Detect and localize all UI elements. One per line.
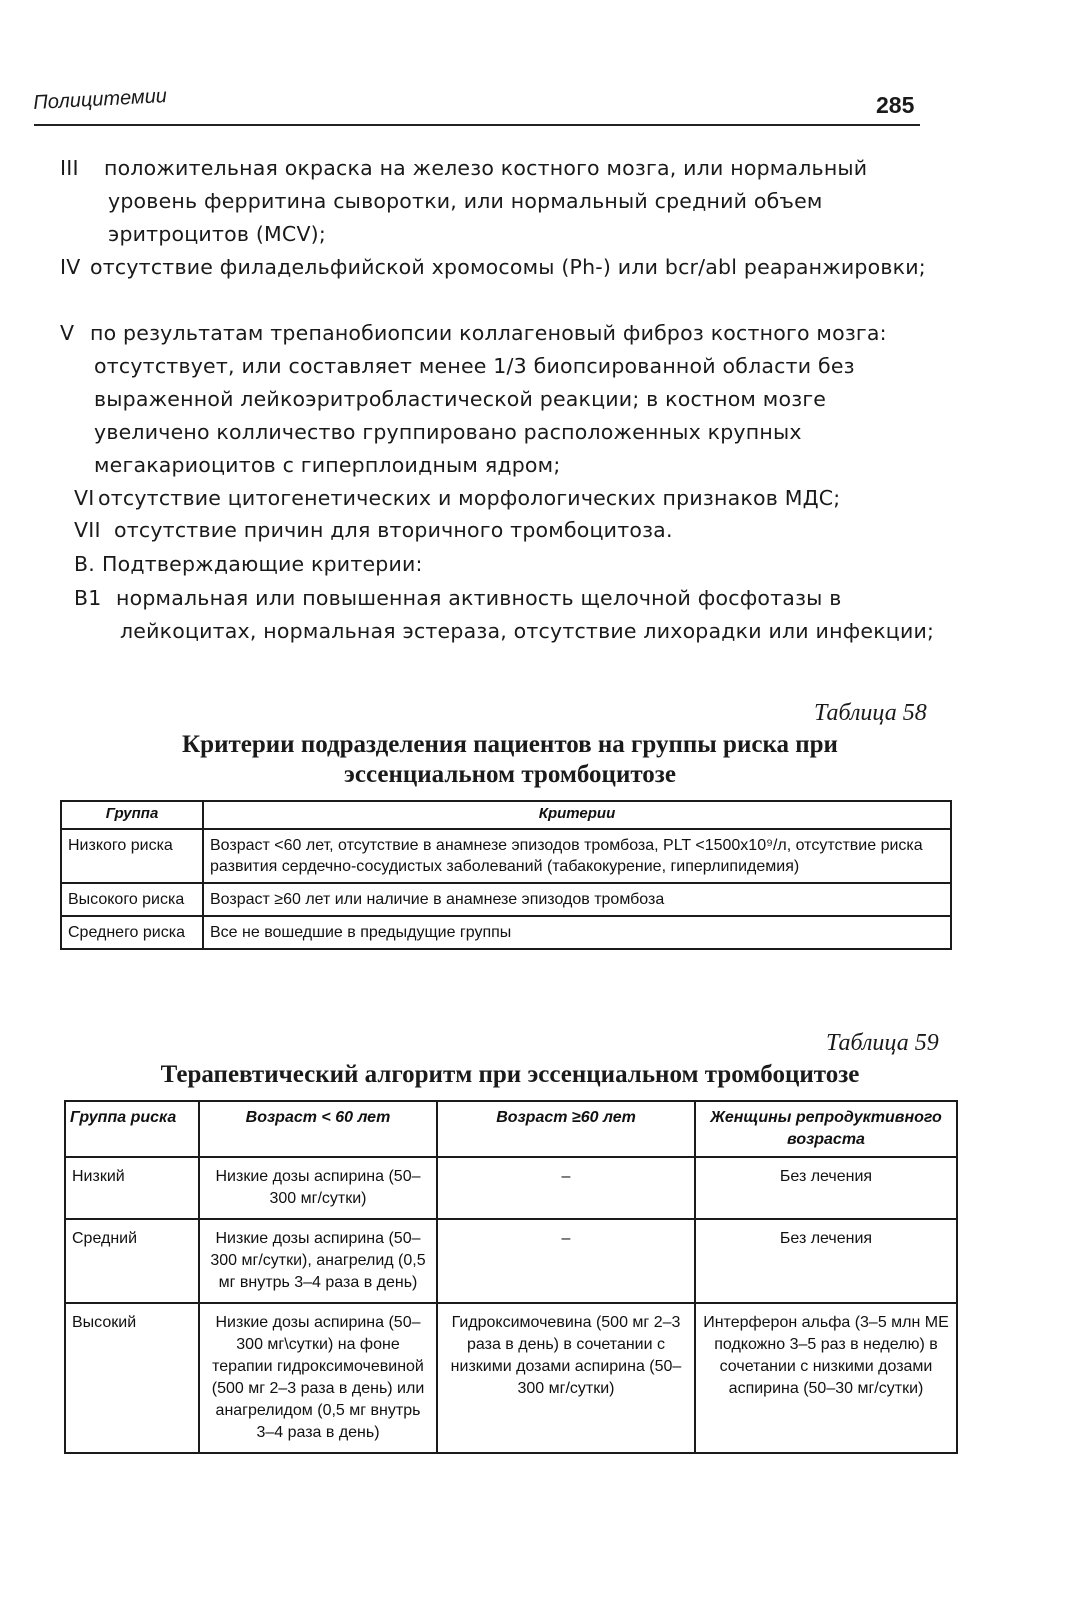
table-header-row <box>61 801 951 829</box>
over-60-cell: Гидроксимочевина (500 мг 2–3 раза в день) в сочетании с низкими дозами аспирина (50–300 мг/сутки) <box>437 1303 695 1453</box>
criterion-text: отсутствие причин для вторичного тромбоцитоза. <box>114 518 673 542</box>
therapy-algorithm-table <box>64 1100 958 1454</box>
criterion-number: B1 <box>74 586 102 610</box>
risk-group-cell: Низкий <box>65 1157 199 1219</box>
group-cell: Низкого риска <box>61 829 203 883</box>
criteria-cell: Все не вошедшие в предыдущие группы <box>203 916 951 949</box>
criterion-text: отсутствие цитогенетических и морфологических признаков МДС; <box>98 486 841 510</box>
over-60-cell: – <box>437 1219 695 1303</box>
group-cell: Среднего риска <box>61 916 203 949</box>
table-row <box>65 1157 957 1219</box>
criterion-item <box>60 514 940 547</box>
criterion-item <box>60 317 940 482</box>
criterion-text: нормальная или повышенная активность щелочной фосфотазы в лейкоцитах, нормальная эстераза, отсутствие лихорадки или инфекции; <box>116 586 935 643</box>
table-row <box>65 1219 957 1303</box>
risk-group-cell: Средний <box>65 1219 199 1303</box>
under-60-cell: Низкие дозы аспирина (50–300 мг\сутки) на фоне терапии гидроксимочевиной (500 мг 2–3 раза в день) или анагрелидом (0,5 мг внутрь 3–4 раза в день) <box>199 1303 437 1453</box>
table-row <box>65 1303 957 1453</box>
column-header: Возраст < 60 лет <box>199 1101 437 1157</box>
criterion-number: IV <box>60 255 81 279</box>
table-row <box>61 829 951 883</box>
criteria-cell: Возраст <60 лет, отсутствие в анамнезе эпизодов тромбоза, PLT <1500x10⁹/л, отсутствие риска развития сердечно-сосудистых заболеваний (табакокурение, гиперлипидемия) <box>203 829 951 883</box>
column-header: Группа риска <box>65 1101 199 1157</box>
criterion-item <box>60 152 940 251</box>
column-header: Возраст ≥60 лет <box>437 1101 695 1157</box>
criterion-text: отсутствие филадельфийской хромосомы (Ph-) или bcr/abl реаранжировки; <box>90 255 926 279</box>
over-60-cell: – <box>437 1157 695 1219</box>
table59-label: Таблица 59 <box>826 1030 939 1056</box>
risk-group-cell: Высокий <box>65 1303 199 1453</box>
table-row <box>61 916 951 949</box>
table-header-row <box>65 1101 957 1157</box>
page-number: 285 <box>876 92 915 118</box>
criterion-text: положительная окраска на железо костного мозга, или нормальный уровень ферритина сыворотки, или нормальный средний объем эритроцитов (MCV); <box>104 156 868 246</box>
reproductive-women-cell: Интерферон альфа (3–5 млн МЕ подкожно 3–5 раз в неделю) в сочетании с низкими дозами аспирина (50–30 мг/сутки) <box>695 1303 957 1453</box>
criterion-item <box>60 548 940 581</box>
risk-groups-table <box>60 800 952 950</box>
criterion-number: VII <box>74 518 101 542</box>
table-row <box>61 883 951 916</box>
table59-title: Терапевтический алгоритм при эссенциальном тромбоцитозе <box>160 1061 860 1088</box>
criteria-cell: Возраст ≥60 лет или наличие в анамнезе эпизодов тромбоза <box>203 883 951 916</box>
criterion-text: Подтверждающие критерии: <box>102 552 423 576</box>
column-header: Критерии <box>203 801 951 829</box>
criterion-text: по результатам трепанобиопсии коллагеновый фиброз костного мозга: отсутствует, или составляет менее 1/3 биопсированной области без выраженной лейкоэритробластической реакции; в костном мозге увеличено колличество группировано расположенных крупных мегакариоцитов с гиперплоидным ядром; <box>90 321 887 477</box>
column-header: Группа <box>61 801 203 829</box>
table58-label: Таблица 58 <box>814 700 927 726</box>
criterion-number: VI <box>74 486 95 510</box>
group-cell: Высокого риска <box>61 883 203 916</box>
criterion-number: V <box>60 321 75 345</box>
criterion-item <box>60 482 940 515</box>
under-60-cell: Низкие дозы аспирина (50–300 мг/сутки) <box>199 1157 437 1219</box>
under-60-cell: Низкие дозы аспирина (50–300 мг/сутки), анагрелид (0,5 мг внутрь 3–4 раза в день) <box>199 1219 437 1303</box>
header-rule <box>34 124 920 126</box>
reproductive-women-cell: Без лечения <box>695 1157 957 1219</box>
running-head: Полицитемии <box>32 85 168 115</box>
criterion-number: B. <box>74 552 95 576</box>
reproductive-women-cell: Без лечения <box>695 1219 957 1303</box>
criterion-item <box>60 582 940 648</box>
criterion-item <box>60 251 940 284</box>
table58-title: Критерии подразделения пациентов на группы риска при эссенциальном тромбоцитозе <box>182 731 838 788</box>
criterion-number: III <box>60 156 79 180</box>
column-header: Женщины репродуктивного возраста <box>695 1101 957 1157</box>
